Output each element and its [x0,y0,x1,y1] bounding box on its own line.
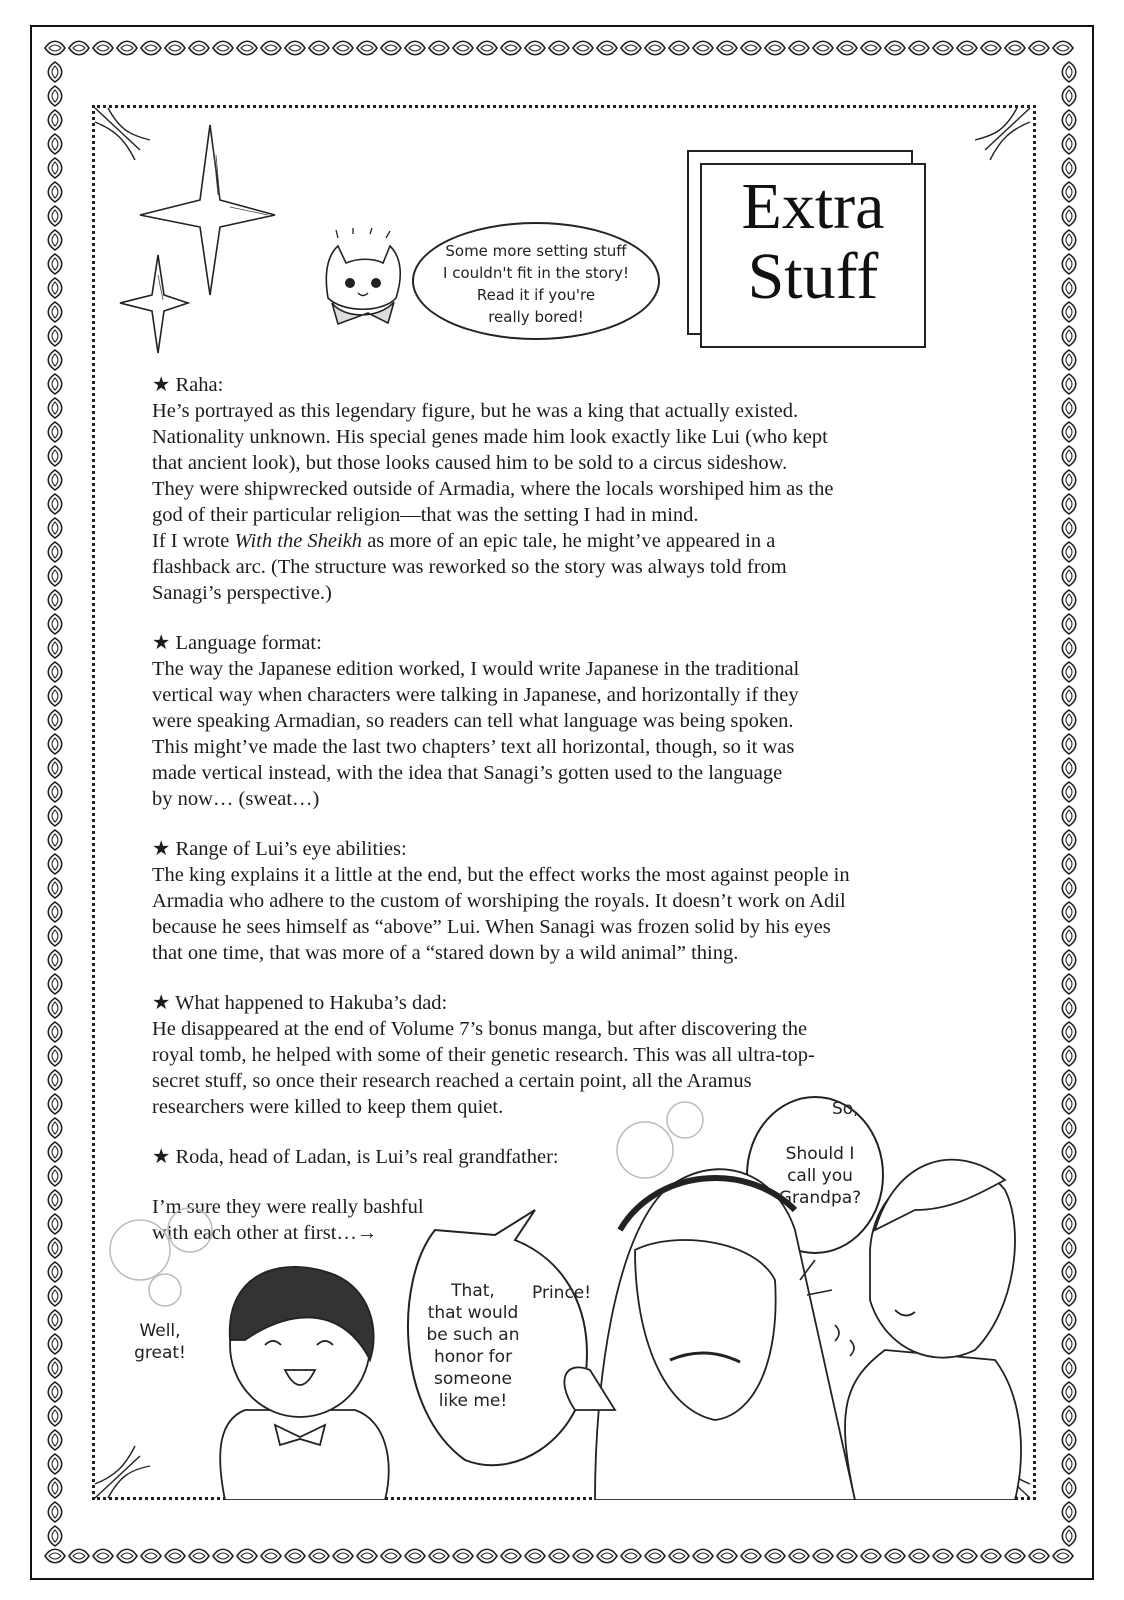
dialogue-well-great [128,1320,192,1364]
border-leaf [48,398,62,418]
border-leaf [1062,686,1076,706]
border-leaf [48,278,62,298]
dialogue-so: So, [832,1099,859,1119]
border-leaf [933,1549,953,1563]
border-leaf [621,41,641,55]
border-leaf [1062,1262,1076,1282]
border-leaf [1062,278,1076,298]
border-leaf [1062,710,1076,730]
border-leaf [1062,758,1076,778]
border-leaf [48,1286,62,1306]
border-leaf [1062,998,1076,1018]
border-leaf [1062,1382,1076,1402]
border-leaf [285,1549,305,1563]
border-leaf [1005,41,1025,55]
border-leaf [48,782,62,802]
border-leaf [765,41,785,55]
dialogue-honor [418,1280,528,1412]
border-leaf [165,41,185,55]
section-heading: ★ Language format: [152,632,322,654]
border-leaf [1062,62,1076,82]
border-leaf [1029,1549,1049,1563]
border-leaf [741,41,761,55]
border-leaf [48,62,62,82]
text-line: I’m sure they were really bashful [152,1196,424,1218]
border-leaf [1062,1238,1076,1258]
border-leaf [1062,1094,1076,1114]
border-leaf [48,950,62,970]
border-leaf [357,41,377,55]
border-leaf [93,1549,113,1563]
border-leaf [621,1549,641,1563]
border-leaf [429,1549,449,1563]
section-language-format [152,630,952,812]
border-leaf [48,374,62,394]
border-leaf [48,686,62,706]
border-leaf [48,974,62,994]
border-leaf [165,1549,185,1563]
border-leaf [48,1430,62,1450]
border-leaf [213,41,233,55]
border-leaf [1062,734,1076,754]
section-heading: ★ Roda, head of Ladan, is Lui’s real grandfather: [152,1146,559,1168]
border-leaf [429,41,449,55]
border-leaf [1053,1549,1073,1563]
border-leaf [1062,566,1076,586]
border-leaf [48,470,62,490]
border-leaf [789,41,809,55]
text-line: flashback arc. (The structure was reworked so the story was always told from [152,556,787,578]
border-leaf [1062,1334,1076,1354]
border-leaf [48,86,62,106]
border-leaf [1062,398,1076,418]
text-line: secret stuff, so once their research reached a certain point, all the Aramus [152,1070,752,1092]
border-leaf [1062,374,1076,394]
border-leaf [1062,1526,1076,1546]
border-leaf [1062,1022,1076,1042]
border-leaf [525,41,545,55]
border-leaf [1062,470,1076,490]
border-leaf [48,446,62,466]
border-leaf [1062,854,1076,874]
border-leaf [405,1549,425,1563]
border-leaf [957,1549,977,1563]
border-leaf [117,41,137,55]
border-leaf [1062,1286,1076,1306]
border-leaf [48,206,62,226]
border-leaf [1062,1358,1076,1378]
dialogue-line: honor for [433,1347,513,1367]
border-leaf [957,41,977,55]
border-leaf [1062,638,1076,658]
border-leaf [1062,950,1076,970]
section-heading: ★ Range of Lui’s eye abilities: [152,838,407,860]
border-leaf [1062,1190,1076,1210]
border-leaf [453,41,473,55]
text-fragment: If I wrote [152,530,235,552]
border-leaf [357,1549,377,1563]
border-leaf [1029,41,1049,55]
border-leaf [765,1549,785,1563]
title-line: Stuff [747,240,879,313]
border-leaf [861,41,881,55]
border-leaf [48,134,62,154]
border-leaf [597,1549,617,1563]
border-leaf [1062,614,1076,634]
border-leaf [48,1526,62,1546]
mascot-speech-text [420,240,652,328]
border-leaf [1062,830,1076,850]
border-leaf [1062,494,1076,514]
border-leaf [861,1549,881,1563]
dialogue-line: Well, [139,1321,181,1341]
border-leaf [48,1478,62,1498]
border-leaf [48,638,62,658]
border-leaf [48,662,62,682]
text-line: researchers were killed to keep them quiet. [152,1096,504,1118]
border-leaf [1062,158,1076,178]
border-leaf [69,41,89,55]
text-line: made vertical instead, with the idea that Sanagi’s gotten used to the language [152,762,783,784]
border-leaf [48,1118,62,1138]
border-leaf [48,1406,62,1426]
border-leaf [48,1046,62,1066]
border-leaf [45,41,65,55]
mascot-cat-icon [318,228,408,328]
text-line: Nationality unknown. His special genes made him look exactly like Lui (who kept [152,426,828,448]
border-leaf [1062,254,1076,274]
page-title [700,172,926,312]
border-leaf [333,1549,353,1563]
border-leaf [1062,1166,1076,1186]
border-leaf [48,1190,62,1210]
border-leaf [1062,782,1076,802]
dialogue-line: that would [427,1303,519,1323]
border-leaf [48,1166,62,1186]
text-line: that ancient look), but those looks caused him to be sold to a circus sideshow. [152,452,788,474]
dialogue-line: great! [134,1343,186,1363]
border-leaf [48,1142,62,1162]
border-leaf [1062,806,1076,826]
border-leaf [1062,518,1076,538]
speech-line: Some more setting stuff [445,242,627,260]
section-raha [152,372,952,606]
border-leaf [933,41,953,55]
border-leaf [813,1549,833,1563]
border-leaf [48,1214,62,1234]
border-leaf [48,182,62,202]
border-leaf [477,1549,497,1563]
border-leaf [1062,302,1076,322]
text-line: The way the Japanese edition worked, I would write Japanese in the traditional [152,658,800,680]
border-leaf [48,566,62,586]
border-leaf [213,1549,233,1563]
border-leaf [48,518,62,538]
text-line: god of their particular religion—that was the setting I had in mind. [152,504,699,526]
border-leaf [837,1549,857,1563]
text-line: Armadia who adhere to the custom of worshiping the royals. It doesn’t work on Adil [152,890,846,912]
border-leaf [93,41,113,55]
border-leaf [645,41,665,55]
dialogue-line: Should I [785,1144,855,1164]
border-leaf [1062,926,1076,946]
border-leaf [453,1549,473,1563]
border-leaf [48,1454,62,1474]
border-leaf [48,230,62,250]
dialogue-prince: Prince! [532,1283,592,1303]
border-leaf [237,1549,257,1563]
text-line [152,528,952,554]
sparkle-stars-icon [110,115,310,365]
dialogue-line: call you [787,1166,853,1186]
border-leaf [837,41,857,55]
border-leaf [909,1549,929,1563]
border-leaf [1053,41,1073,55]
border-leaf [141,1549,161,1563]
border-leaf [693,41,713,55]
border-leaf [141,41,161,55]
border-leaf [1062,1454,1076,1474]
border-leaf [597,41,617,55]
border-leaf [789,1549,809,1563]
border-leaf [1062,902,1076,922]
border-leaf [48,806,62,826]
border-leaf [381,41,401,55]
border-leaf [693,1549,713,1563]
border-leaf [1062,1118,1076,1138]
text-line: They were shipwrecked outside of Armadia, where the locals worshiped him as the [152,478,834,500]
border-leaf [741,1549,761,1563]
border-leaf [48,758,62,778]
border-leaf [48,926,62,946]
border-leaf [117,1549,137,1563]
text-line: He’s portrayed as this legendary figure, but he was a king that actually existed. [152,400,799,422]
border-leaf [189,1549,209,1563]
border-leaf [48,542,62,562]
section-heading: ★ Raha: [152,374,224,396]
border-leaf [645,1549,665,1563]
border-leaf [1062,1502,1076,1522]
border-leaf [1062,1430,1076,1450]
text-line: that one time, that was more of a “stared down by a wild animal” thing. [152,942,739,964]
border-leaf [813,41,833,55]
border-leaf [48,878,62,898]
border-leaf [237,41,257,55]
border-leaf [48,614,62,634]
dialogue-line: like me! [438,1391,508,1411]
border-leaf [717,41,737,55]
border-leaf [48,734,62,754]
border-leaf [525,1549,545,1563]
border-leaf [48,590,62,610]
text-line: The king explains it a little at the end, but the effect works the most against people in [152,864,850,886]
border-leaf [1062,446,1076,466]
book-title: With the Sheikh [234,530,363,552]
text-line: Sanagi’s perspective.) [152,582,332,604]
border-leaf [48,254,62,274]
border-leaf [48,1334,62,1354]
border-leaf [1062,182,1076,202]
border-leaf [48,710,62,730]
border-leaf [48,1094,62,1114]
border-leaf [48,1382,62,1402]
border-leaf [573,41,593,55]
text-line: by now… (sweat…) [152,788,320,810]
border-leaf [1005,1549,1025,1563]
border-leaf [48,350,62,370]
border-leaf [48,854,62,874]
section-eye-abilities [152,836,952,966]
border-leaf [1062,230,1076,250]
border-leaf [669,41,689,55]
border-leaf [309,1549,329,1563]
border-leaf [48,1310,62,1330]
text-line: vertical way when characters were talking in Japanese, and horizontally if they [152,684,799,706]
border-leaf [309,41,329,55]
border-leaf [717,1549,737,1563]
text-line: This might’ve made the last two chapters’ text all horizontal, though, so it was [152,736,795,758]
border-leaf [1062,1310,1076,1330]
border-leaf [1062,422,1076,442]
border-leaf [1062,1070,1076,1090]
border-leaf [1062,662,1076,682]
border-leaf [48,158,62,178]
speech-line: really bored! [488,308,584,326]
text-line: with each other at first…→ [152,1222,378,1244]
border-leaf [1062,878,1076,898]
border-leaf [1062,134,1076,154]
border-leaf [48,1262,62,1282]
border-leaf [501,41,521,55]
text-line: He disappeared at the end of Volume 7’s bonus manga, but after discovering the [152,1018,808,1040]
border-leaf [981,1549,1001,1563]
dialogue-line: someone [434,1369,512,1389]
border-leaf [1062,1046,1076,1066]
border-leaf [48,830,62,850]
border-leaf [885,1549,905,1563]
border-leaf [549,1549,569,1563]
border-leaf [1062,974,1076,994]
border-leaf [48,326,62,346]
border-leaf [285,41,305,55]
border-leaf [1062,1406,1076,1426]
border-leaf [1062,86,1076,106]
border-leaf [1062,1214,1076,1234]
border-leaf [381,1549,401,1563]
border-leaf [885,41,905,55]
border-leaf [48,1022,62,1042]
text-line: were speaking Armadian, so readers can tell what language was being spoken. [152,710,794,732]
border-leaf [669,1549,689,1563]
speech-line: Read it if you're [476,286,596,304]
border-leaf [45,1549,65,1563]
border-leaf [1062,326,1076,346]
border-leaf [69,1549,89,1563]
border-leaf [477,41,497,55]
title-line: Extra [741,170,885,243]
border-leaf [48,422,62,442]
border-leaf [501,1549,521,1563]
border-leaf [48,902,62,922]
text-line: royal tomb, he helped with some of their genetic research. This was all ultra-top- [152,1044,815,1066]
border-leaf [48,302,62,322]
border-leaf [333,41,353,55]
dialogue-line: be such an [426,1325,520,1345]
border-leaf [261,1549,281,1563]
border-leaf [1062,590,1076,610]
dialogue-line: That, [451,1281,495,1301]
border-leaf [573,1549,593,1563]
border-leaf [549,41,569,55]
border-leaf [48,1238,62,1258]
border-leaf [1062,1142,1076,1162]
border-leaf [1062,110,1076,130]
border-leaf [189,41,209,55]
border-leaf [48,1358,62,1378]
border-leaf [48,1070,62,1090]
text-line: because he sees himself as “above” Lui. When Sanagi was frozen solid by his eyes [152,916,831,938]
border-leaf [48,998,62,1018]
dialogue-grandpa [768,1143,872,1209]
speech-line: I couldn't fit in the story! [443,264,629,282]
text-fragment: as more of an epic tale, he might’ve appeared in a [362,530,776,552]
border-leaf [1062,542,1076,562]
border-leaf [48,494,62,514]
border-leaf [405,41,425,55]
border-leaf [909,41,929,55]
border-leaf [981,41,1001,55]
border-leaf [1062,206,1076,226]
border-leaf [1062,350,1076,370]
border-leaf [1062,1478,1076,1498]
border-leaf [261,41,281,55]
dialogue-line: Grandpa? [778,1188,862,1208]
section-heading: ★ What happened to Hakuba’s dad: [152,992,448,1014]
border-leaf [48,1502,62,1522]
border-leaf [48,110,62,130]
